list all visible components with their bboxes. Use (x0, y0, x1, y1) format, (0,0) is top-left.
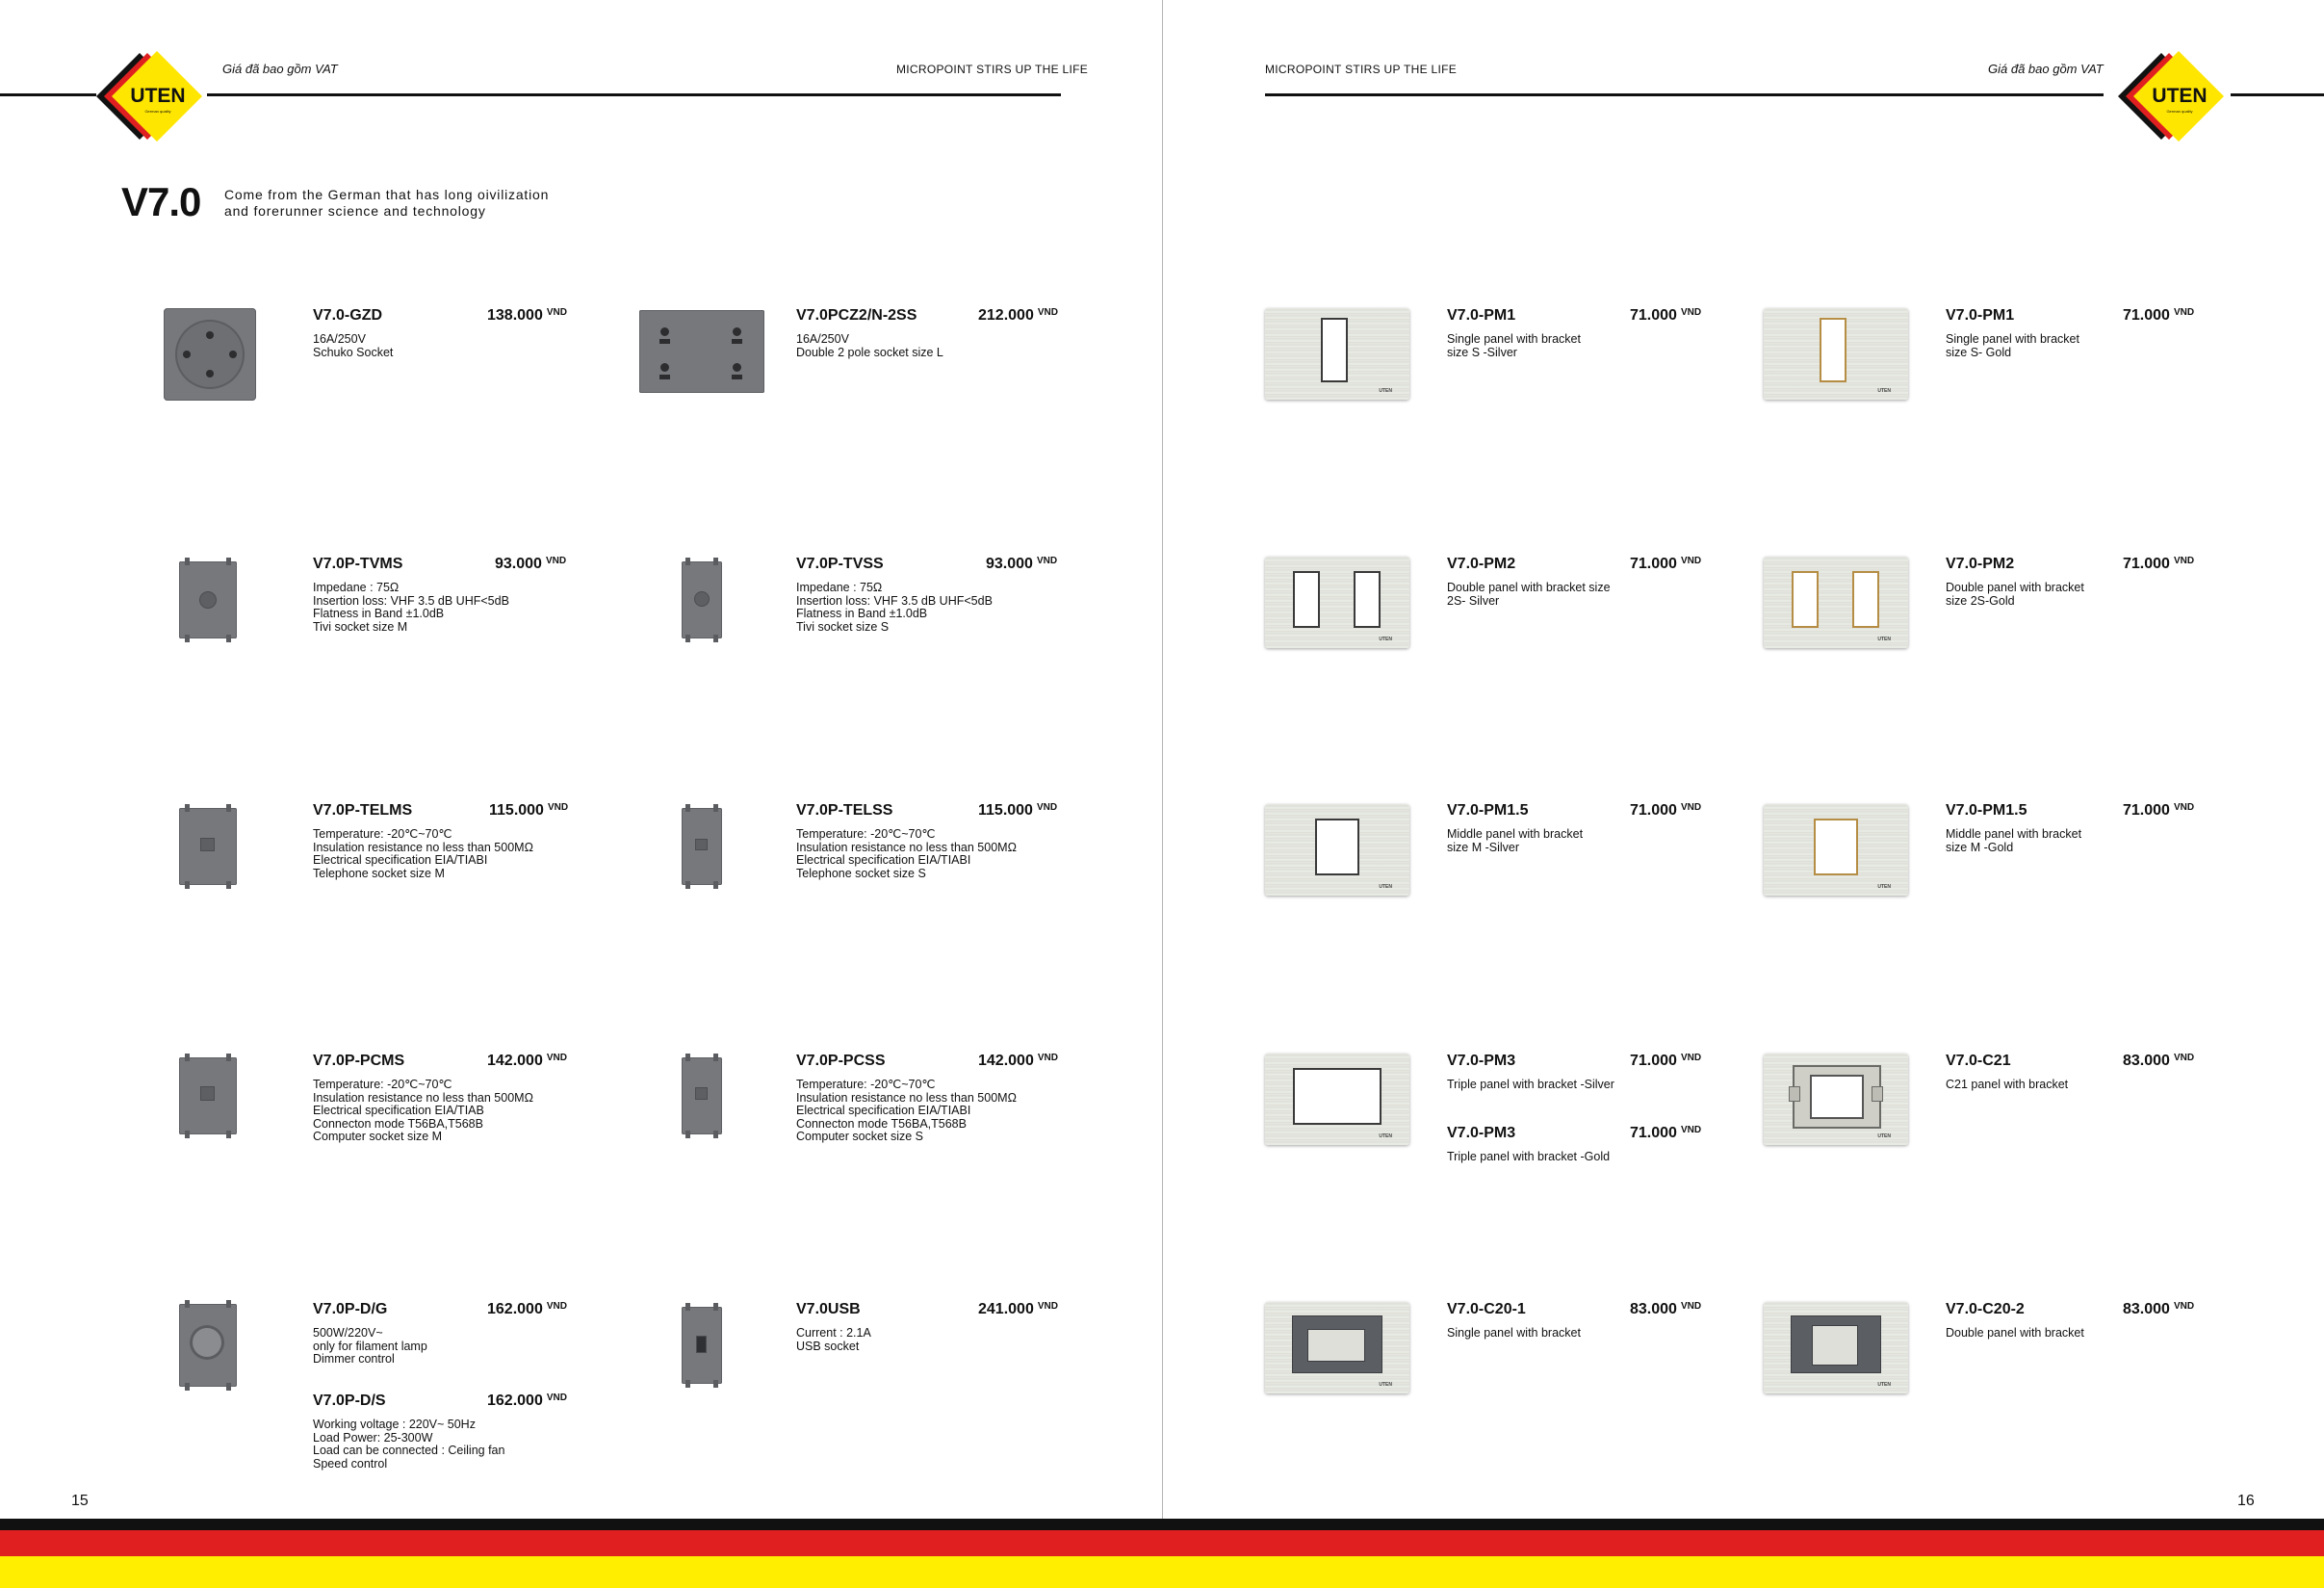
product-code: V7.0P-D/S (313, 1393, 386, 1409)
product-code: V7.0-PM3 (1447, 1125, 1516, 1141)
product-code: V7.0PCZ2/N-2SS (796, 307, 917, 324)
panel-pm1-gold-image: UTEN (1764, 308, 1908, 400)
product-code: V7.0P-TELMS (313, 802, 413, 819)
telephone-socket-m-image (179, 804, 237, 889)
product-code: V7.0USB (796, 1301, 861, 1317)
product-desc: Impedane : 75Ω Insertion loss: VHF 3.5 dB UHF<5dB Flatness in Band ±1.0dB Tivi socket size M (313, 581, 509, 634)
page-number-right: 16 (2237, 1493, 2255, 1509)
product-desc: 500W/220V~ only for filament lamp Dimmer control (313, 1326, 427, 1367)
product-code: V7.0P-TVMS (313, 556, 403, 572)
product-code: V7.0-C21 (1946, 1053, 2011, 1069)
product-price: 83.000 $^{VND}$ (1630, 1301, 1702, 1317)
footer-stripe-yellow (0, 1556, 2324, 1588)
header-rule-right-main (1265, 93, 2104, 96)
product-desc: Temperature: -20℃~70℃ Insulation resistance no less than 500MΩ Electrical specification EIA/TIABI Connecton mode T56BA,T568B Computer socket size S (796, 1078, 1017, 1144)
product-code: V7.0-PM1 (1946, 307, 2015, 324)
panel-pm2-gold-image: UTEN (1764, 557, 1908, 648)
product-code: V7.0P-PCMS (313, 1053, 405, 1069)
footer-stripe-black (0, 1519, 2324, 1530)
telephone-socket-s-image (682, 804, 722, 889)
product-price: 115.000 $^{VND}$ (489, 802, 569, 819)
product-price: 241.000 $^{VND}$ (978, 1301, 1058, 1317)
product-code: V7.0P-TELSS (796, 802, 893, 819)
product-code: V7.0P-D/G (313, 1301, 388, 1317)
svg-text:German quality: German quality (144, 109, 171, 114)
series-description: Come from the German that has long oivilization and forerunner science and technology (224, 187, 550, 219)
product-price: 71.000 $^{VND}$ (2123, 556, 2195, 572)
panel-c20-2-image: UTEN (1764, 1302, 1908, 1393)
page-fold-divider (1162, 0, 1163, 1519)
product-desc: Single panel with bracket size S -Silver (1447, 332, 1581, 359)
svg-text:German quality: German quality (2166, 109, 2193, 114)
product-code: V7.0-PM3 (1447, 1053, 1516, 1069)
product-price: 83.000 $^{VND}$ (2123, 1053, 2195, 1069)
product-desc: Temperature: -20℃~70℃ Insulation resistance no less than 500MΩ Electrical specification EIA/TIAB Connecton mode T56BA,T568B Computer socket size M (313, 1078, 533, 1144)
product-price: 71.000 $^{VND}$ (2123, 307, 2195, 324)
schuko-socket-image (164, 308, 256, 401)
product-code: V7.0-GZD (313, 307, 383, 324)
vat-note-left: Giá đã bao gồm VAT (222, 62, 338, 76)
product-code: V7.0-PM2 (1447, 556, 1516, 572)
product-price: 71.000 $^{VND}$ (1630, 556, 1702, 572)
product-desc: Double panel with bracket (1946, 1326, 2084, 1340)
product-desc: Single panel with bracket size S- Gold (1946, 332, 2079, 359)
product-price: 71.000 $^{VND}$ (2123, 802, 2195, 819)
product-code: V7.0-PM2 (1946, 556, 2015, 572)
panel-pm15-silver-image: UTEN (1265, 804, 1409, 896)
double-socket-image (639, 310, 764, 393)
panel-pm2-silver-image: UTEN (1265, 557, 1409, 648)
product-price: 142.000 $^{VND}$ (487, 1053, 567, 1069)
product-price: 162.000 $^{VND}$ (487, 1301, 567, 1317)
product-code: V7.0-PM1.5 (1447, 802, 1529, 819)
product-price: 93.000 $^{VND}$ (986, 556, 1058, 572)
svg-text:UTEN: UTEN (130, 85, 186, 107)
product-price: 115.000 $^{VND}$ (978, 802, 1058, 819)
header-rule-left-main (207, 93, 1061, 96)
product-code: V7.0-C20-2 (1946, 1301, 2025, 1317)
series-title: V7.0 (121, 179, 201, 224)
product-desc: 16A/250V Schuko Socket (313, 332, 394, 359)
product-desc: Temperature: -20℃~70℃ Insulation resistance no less than 500MΩ Electrical specification EIA/TIABI Telephone socket size S (796, 827, 1017, 880)
product-desc: Temperature: -20℃~70℃ Insulation resistance no less than 500MΩ Electrical specification EIA/TIABI Telephone socket size M (313, 827, 533, 880)
computer-socket-s-image (682, 1054, 722, 1138)
page-number-left: 15 (71, 1493, 89, 1509)
product-code: V7.0P-PCSS (796, 1053, 886, 1069)
usb-socket-image (682, 1303, 722, 1388)
tv-socket-s-image (682, 558, 722, 642)
computer-socket-m-image (179, 1054, 237, 1138)
uten-logo-right (2118, 48, 2234, 144)
product-price: 142.000 $^{VND}$ (978, 1053, 1058, 1069)
product-desc: 16A/250V Double 2 pole socket size L (796, 332, 943, 359)
product-code: V7.0-PM1 (1447, 307, 1516, 324)
panel-c20-1-image: UTEN (1265, 1302, 1409, 1393)
product-code: V7.0P-TVSS (796, 556, 884, 572)
product-desc: Current : 2.1A USB socket (796, 1326, 871, 1353)
product-code: V7.0-C20-1 (1447, 1301, 1526, 1317)
product-price: 162.000 $^{VND}$ (487, 1393, 567, 1409)
product-desc: Double panel with bracket size 2S- Silver (1447, 581, 1611, 608)
svg-text:UTEN: UTEN (2152, 85, 2208, 107)
product-desc: Double panel with bracket size 2S-Gold (1946, 581, 2084, 608)
product-price: 93.000 $^{VND}$ (495, 556, 567, 572)
product-desc: Single panel with bracket (1447, 1326, 1581, 1340)
product-desc: Middle panel with bracket size M -Silver (1447, 827, 1584, 854)
product-price: 71.000 $^{VND}$ (1630, 802, 1702, 819)
footer-stripe-red (0, 1530, 2324, 1556)
panel-pm1-silver-image: UTEN (1265, 308, 1409, 400)
product-price: 71.000 $^{VND}$ (1630, 1053, 1702, 1069)
product-price: 71.000 $^{VND}$ (1630, 307, 1702, 324)
tagline-right: MICROPOINT STIRS UP THE LIFE (1265, 63, 1458, 76)
product-desc: Working voltage : 220V~ 50Hz Load Power: 25-300W Load can be connected : Ceiling fan Speed control (313, 1418, 505, 1471)
tagline-left: MICROPOINT STIRS UP THE LIFE (896, 63, 1089, 76)
dimmer-switch-image (179, 1300, 237, 1391)
product-code: V7.0-PM1.5 (1946, 802, 2027, 819)
panel-pm15-gold-image: UTEN (1764, 804, 1908, 896)
product-desc: Triple panel with bracket -Gold (1447, 1150, 1611, 1163)
product-price: 71.000 $^{VND}$ (1630, 1125, 1702, 1141)
product-desc: Impedane : 75Ω Insertion loss: VHF 3.5 dB UHF<5dB Flatness in Band ±1.0dB Tivi socket size S (796, 581, 993, 634)
product-desc: Triple panel with bracket -Silver (1447, 1078, 1614, 1091)
vat-note-right: Giá đã bao gồm VAT (1988, 62, 2104, 76)
header-rule-left (0, 93, 96, 96)
product-price: 83.000 $^{VND}$ (2123, 1301, 2195, 1317)
product-desc: C21 panel with bracket (1946, 1078, 2069, 1091)
product-price: 138.000 $^{VND}$ (487, 307, 567, 324)
panel-c21-image: UTEN (1764, 1054, 1908, 1145)
panel-pm3-image: UTEN (1265, 1054, 1409, 1145)
product-price: 212.000 $^{VND}$ (978, 307, 1058, 324)
header-rule-right (2231, 93, 2324, 96)
tv-socket-m-image (179, 558, 237, 642)
uten-logo-left (96, 48, 212, 144)
product-desc: Middle panel with bracket size M -Gold (1946, 827, 2082, 854)
